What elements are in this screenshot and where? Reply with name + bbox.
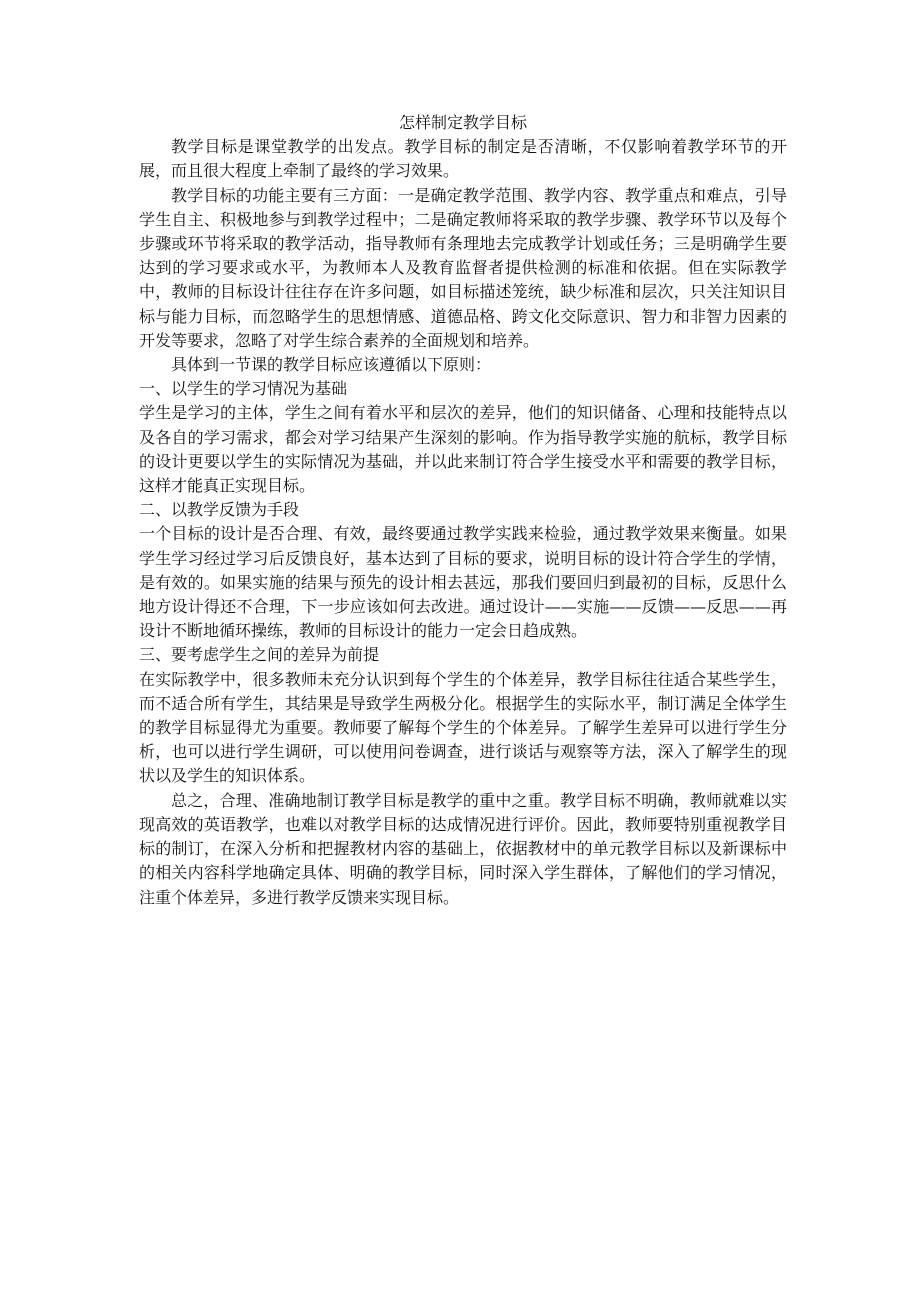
- document-page: [139, 111, 787, 910]
- section-body-2: 一个目标的设计是否合理、有效，最终要通过教学实践来检验，通过教学效果来衡量。如果学生学习经过学习后反馈良好，基本达到了目标的要求，说明目标的设计符合学生的学情，是有效的。如果实施的结果与预先的设计相去甚远，那我们要回归到最初的目标，反思什么地方设计得还不合理，下一步应该如何去改进。通过设计——实施——反馈——反思——再设计不断地循环操练，教师的目标设计的能力一定会日趋成熟。: [139, 524, 787, 641]
- principles-intro-paragraph: 具体到一节课的教学目标应该遵循以下原则：: [171, 355, 492, 375]
- section-heading-1: 一、以学生的学习情况为基础: [139, 379, 348, 399]
- functions-paragraph: 教学目标的功能主要有三方面：一是确定教学范围、教学内容、教学重点和难点，引导学生自主、积极地参与到教学过程中；二是确定教师将采取的教学步骤、教学环节以及每个步骤或环节将采取的教学活动，指导教师有条理地去完成教学计划或任务；三是明确学生要达到的学习要求或水平，为教师本人及教育监督者提供检测的标准和依据。但在实际教学中，教师的目标设计往往存在许多问题，如目标描述笼统，缺少标准和层次，只关注知识目标与能力目标，而忽略学生的思想情感、道德品格、跨文化交际意识、智力和非智力因素的开发等要求，忽略了对学生综合素养的全面规划和培养。: [139, 185, 787, 350]
- conclusion-paragraph: 总之，合理、准确地制订教学目标是教学的重中之重。教学目标不明确，教师就难以实现高效的英语教学，也难以对教学目标的达成情况进行评价。因此，教师要特别重视教学目标的制订，在深入分析和把握教材内容的基础上，依据教材中的单元教学目标以及新课标中的相关内容科学地确定具体、明确的教学目标，同时深入学生群体，了解他们的学习情况，注重个体差异，多进行教学反馈来实现目标。: [139, 790, 787, 907]
- intro-paragraph: 教学目标是课堂教学的出发点。教学目标的制定是否清晰，不仅影响着教学环节的开展，而且很大程度上牵制了最终的学习效果。: [139, 137, 787, 181]
- section-heading-3: 三、要考虑学生之间的差异为前提: [139, 645, 380, 665]
- section-body-1: 学生是学习的主体，学生之间有着水平和层次的差异，他们的知识储备、心理和技能特点以及各自的学习需求，都会对学习结果产生深刻的影响。作为指导教学实施的航标，教学目标的设计更要以学生的实际情况为基础，并以此来制订符合学生接受水平和需要的教学目标，这样才能真正实现目标。: [139, 403, 787, 496]
- section-body-3: 在实际教学中，很多教师未充分认识到每个学生的个体差异，教学目标往往适合某些学生，而不适合所有学生，其结果是导致学生两极分化。根据学生的实际水平，制订满足全体学生的教学目标显得尤为重要。教师要了解每个学生的个体差异。了解学生差异可以进行学生分析，也可以进行学生调研，可以使用问卷调查，进行谈话与观察等方法，深入了解学生的现状以及学生的知识体系。: [139, 669, 787, 786]
- document-title: 怎样制定教学目标: [398, 113, 527, 132]
- section-heading-2: 二、以教学反馈为手段: [139, 500, 300, 520]
